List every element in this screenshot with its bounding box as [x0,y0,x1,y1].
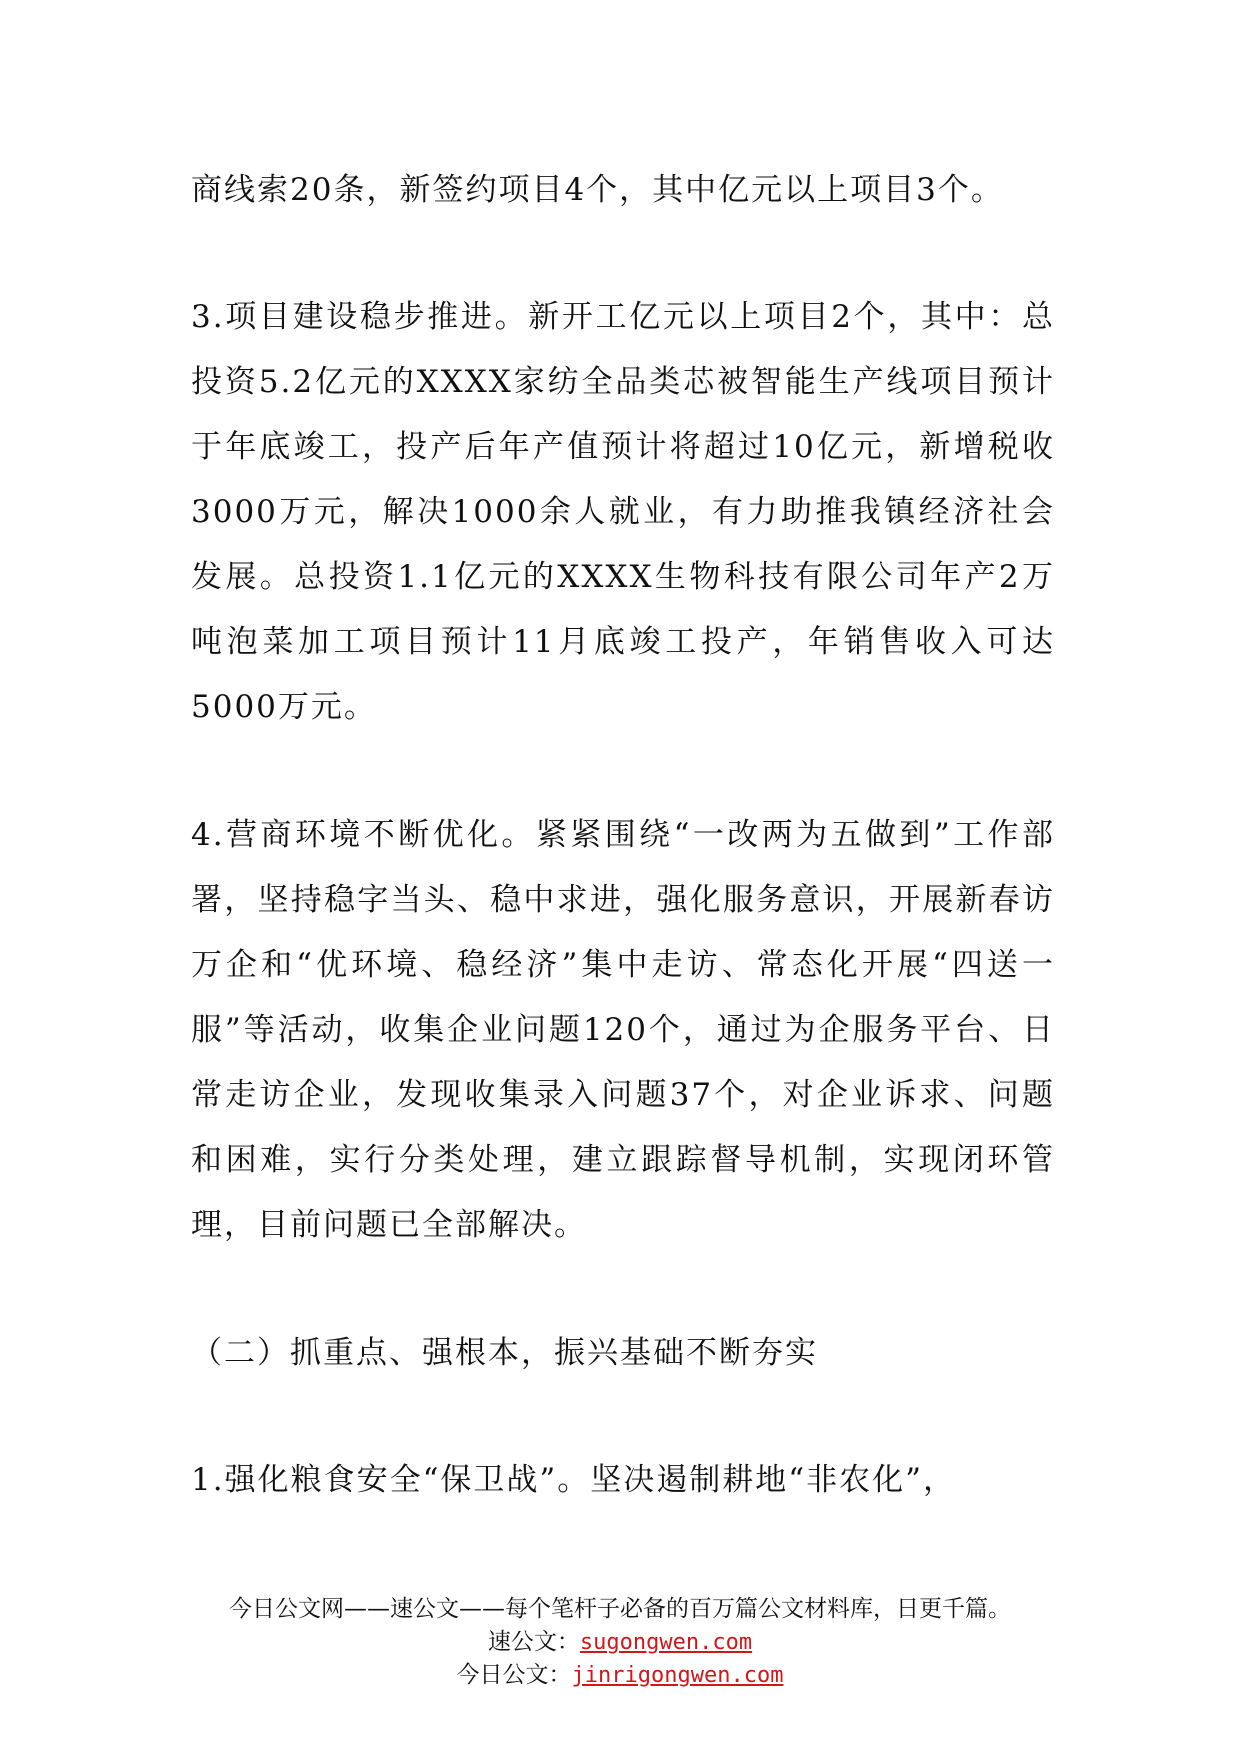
jinrigongwen-link[interactable]: jinrigongwen.com [571,1663,784,1688]
footer-sugongwen-label: 速公文： [487,1629,580,1655]
paragraph-investment-clues: 商线索20条，新签约项目4个，其中亿元以上项目3个。 [191,172,1004,208]
sugongwen-link[interactable]: sugongwen.com [579,1630,753,1655]
footer-jinrigongwen-label: 今日公文： [456,1662,572,1688]
footer-sugongwen-line [0,1626,1240,1659]
page-footer [0,1592,1240,1692]
paragraph-food-security: 1.强化粮食安全“保卫战”。坚决遏制耕地“非农化”， [191,1462,956,1498]
paragraph-project-construction: 3.项目建设稳步推进。新开工亿元以上项目2个，其中：总投资5.2亿元的XXXX家纺全品类芯被智能生产线项目预计于年底竣工，投产后年产值预计将超过10亿元，新增税收3000万元，解决1000余人就业，有力助推我镇经济社会发展。总投资1.1亿元的XXXX生物科技有限公司年产2万吨泡菜加工项目预计11月底竣工投产，年销售收入可达5000万元。 [191,299,1055,725]
footer-jinrigongwen-line [0,1659,1240,1692]
section-heading-foundation: （二）抓重点、强根本，振兴基础不断夯实 [191,1335,818,1371]
paragraph-business-environment: 4.营商环境不断优化。紧紧围绕“一改两为五做到”工作部署，坚持稳字当头、稳中求进，强化服务意识，开展新春访万企和“优环境、稳经济”集中走访、常态化开展“四送一服”等活动，收集企业问题120个，通过为企服务平台、日常走访企业，发现收集录入问题37个，对企业诉求、问题和困难，实行分类处理，建立跟踪督导机制，实现闭环管理，目前问题已全部解决。 [191,817,1055,1243]
footer-tagline: 今日公文网——速公文——每个笔杆子必备的百万篇公文材料库，日更千篇。 [229,1596,1011,1622]
